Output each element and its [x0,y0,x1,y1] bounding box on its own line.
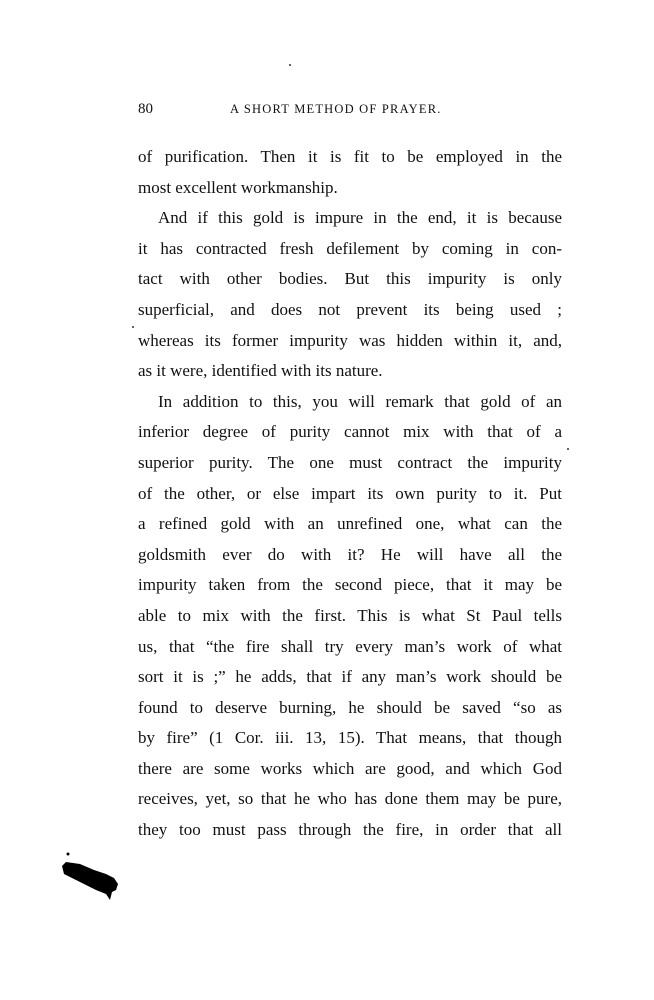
scan-speck [289,64,291,66]
text-line: as it were, identified with its nature. [138,361,383,381]
scan-blot [60,852,122,904]
page-body-text [138,142,562,846]
text-line: found to deserve burning, he should be saved “so as [138,697,562,717]
text-line: inferior degree of purity cannot mix with that of a [138,422,562,442]
text-line: impurity taken from the second piece, that it may be [138,575,562,595]
text-line: superior purity. The one must contract the impurity [138,452,562,472]
text-line: us, that “the fire shall try every man’s work of what [138,636,562,656]
text-line: sort it is ;” he adds, that if any man’s work should be [138,667,562,687]
text-line: a refined gold with an unrefined one, what can the [138,514,562,534]
text-line: receives, yet, so that he who has done them may be pure, [138,789,562,809]
text-line: whereas its former impurity was hidden within it, and, [138,330,562,350]
text-line: most excellent workmanship. [138,177,338,197]
text-line: there are some works which are good, and which God [138,758,562,778]
text-line: goldsmith ever do with it? He will have all the [138,544,562,564]
text-line: they too must pass through the fire, in order that all [138,820,562,840]
text-line: And if this gold is impure in the end, it is because [158,208,562,228]
running-title: A SHORT METHOD OF PRAYER. [230,102,442,116]
text-line: of purification. Then it is fit to be employed in the [138,147,562,166]
scan-speck [567,448,569,450]
text-line: able to mix with the first. This is what St Paul tells [138,605,562,625]
text-line: of the other, or else impart its own purity to it. Put [138,483,562,503]
scan-speck [132,326,134,328]
text-line: tact with other bodies. But this impurity is only [138,269,562,289]
text-line: by fire” (1 Cor. iii. 13, 15). That means, that though [138,728,562,748]
text-line: superficial, and does not prevent its being used ; [138,299,562,319]
text-line: In addition to this, you will remark that gold of an [158,391,562,411]
text-line: it has contracted fresh defilement by coming in con- [138,238,562,258]
running-header [138,101,562,123]
page-number: 80 [138,101,153,117]
